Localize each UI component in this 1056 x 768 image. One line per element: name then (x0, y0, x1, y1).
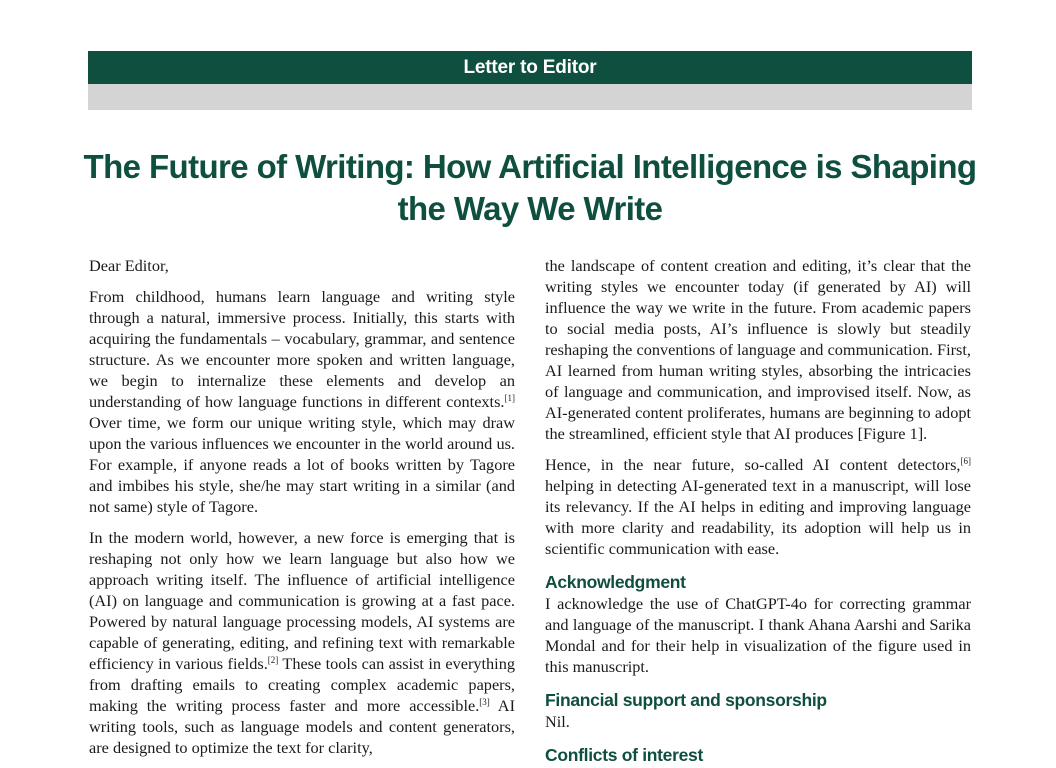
banner-strip (88, 84, 972, 110)
paragraph-2-text-c: AI writing tools, such as language models and content generators, are designed to optimize the text for clarity, (89, 696, 515, 757)
paragraph-4 (545, 454, 971, 559)
left-column (89, 255, 515, 768)
paragraph-4-text-b: helping in detecting AI-generated text in a manuscript, will lose its relevancy. If the AI helps in editing and improving language with more clarity and readability, its adoption will help us in scientific communication with ease. (545, 476, 971, 558)
paragraph-2 (89, 527, 515, 758)
paragraph-1-text-a: From childhood, humans learn language and writing style through a natural, immersive process. Initially, this starts with acquiring the fundamentals – vocabulary, grammar, and sentence structure. As we encounter more spoken and written language, we begin to internalize these elements and develop an understanding of how language functions in different contexts. (89, 287, 515, 411)
paragraph-2-text-a: In the modern world, however, a new force is emerging that is reshaping not only how we learn language but also how we approach writing itself. The influence of artificial intelligence (AI) on language and communication is growing at a fast pace. Powered by natural language processing models, AI systems are capable of generating, editing, and refining text with remarkable efficiency in various fields. (89, 528, 515, 673)
conflicts-heading: Conflicts of interest (545, 745, 704, 765)
paragraph-3: the landscape of content creation and editing, it’s clear that the writing styles we encounter today (if generated by AI) will influence the way we write in the future. From academic papers to social media posts, AI’s influence is slowly but steadily reshaping the conventions of language and communication. First, AI learned from human writing styles, absorbing the intricacies of language and communication, and improvised itself. Now, as AI-generated content proliferates, humans are beginning to adopt the streamlined, efficient style that AI produces [Figure 1]. (545, 256, 971, 443)
section-label: Letter to Editor (463, 57, 597, 78)
acknowledgment-text: I acknowledge the use of ChatGPT-4o for correcting grammar and language of the manuscript. I thank Ahana Aarshi and Sarika Mondal and for their help in visualization of the figure used in this manuscript. (545, 594, 971, 676)
financial-support-text: Nil. (545, 712, 570, 731)
acknowledgment-heading: Acknowledgment (545, 572, 686, 592)
financial-support-heading: Financial support and sponsorship (545, 690, 827, 710)
paragraph-1 (89, 286, 515, 517)
salutation: Dear Editor, (89, 256, 169, 275)
paragraph-2-text-b: These tools can assist in everything from drafting emails to creating complex academic papers, making the writing process faster and more accessible. (89, 654, 515, 715)
citation-ref-1[interactable]: [1] (504, 393, 515, 403)
citation-ref-6[interactable]: [6] (960, 456, 971, 466)
section-banner (88, 51, 972, 84)
paragraph-4-text-a: Hence, in the near future, so-called AI content detectors, (545, 455, 961, 474)
article-title: The Future of Writing: How Artificial Intelligence is Shaping the Way We Write (83, 148, 977, 227)
right-column (545, 255, 971, 766)
citation-ref-3[interactable]: [3] (479, 697, 490, 707)
citation-ref-2[interactable]: [2] (267, 655, 279, 665)
paragraph-1-text-b: Over time, we form our unique writing style, which may draw upon the various influences we encounter in the world around us. For example, if anyone reads a lot of books written by Tagore and imbibes his style, she/he may start writing in a similar (and not same) style of Tagore. (89, 413, 515, 516)
